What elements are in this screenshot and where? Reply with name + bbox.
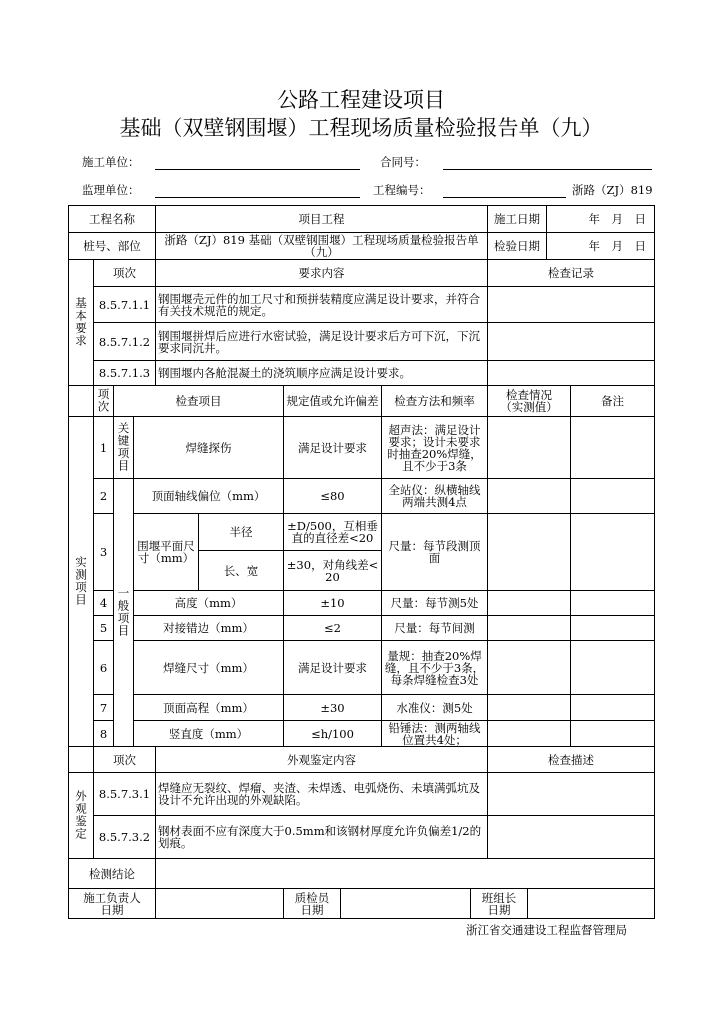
measured-result-cell: [488, 417, 571, 479]
measured-item-no: 1: [94, 417, 114, 479]
measured-remark-cell: [571, 695, 655, 721]
measured-item-method: 铅锤法：测两轴线位置共4处；: [382, 721, 488, 747]
measured-item-name: 焊缝尺寸（mm）: [134, 641, 284, 695]
table-row: [69, 616, 655, 641]
appearance-header-row: [69, 747, 655, 773]
project-no-label: 工程编号：: [373, 183, 431, 197]
general-items-label: 一般项目: [116, 586, 131, 637]
conclusion-cell: [156, 859, 655, 889]
measured-item-spec: 满足设计要求: [284, 417, 382, 479]
construction-lead-sign-cell: [156, 889, 284, 919]
table-row: [69, 721, 655, 747]
measured-item-method: 全站仪：纵横轴线两端共测4点: [382, 479, 488, 514]
measured-subitem-spec: ±D/500，互相垂直的直径差<20: [284, 514, 382, 551]
measured-remark-cell: [571, 721, 655, 747]
construction-unit-line: [155, 169, 360, 170]
inspector-label: 质检员 日期: [284, 889, 341, 919]
measured-section-label: 实测项目: [74, 555, 88, 606]
basic-col-item: 项次: [94, 260, 156, 287]
basic-col-content: 要求内容: [156, 260, 488, 287]
basic-item-content: 钢围堰壳元件的加工尺寸和预拼装精度应满足设计要求，并符合有关技术规范的规定。: [156, 287, 488, 323]
measured-result-cell: [488, 514, 571, 591]
measured-result-cell: [488, 591, 571, 616]
table-row: [69, 773, 655, 816]
table-row: [69, 479, 655, 514]
measured-item-name: 顶面高程（mm）: [134, 695, 284, 721]
team-leader-sign-cell: [528, 889, 655, 919]
table-row: [69, 361, 655, 386]
signature-row: [69, 889, 655, 919]
appearance-desc-cell: [488, 773, 655, 816]
measured-item-spec: ≤80: [284, 479, 382, 514]
basic-item-no: 8.5.7.1.1: [94, 287, 156, 323]
table-row: [69, 591, 655, 616]
contract-no-line: [443, 169, 652, 170]
appearance-section-label: 外观鉴定: [74, 789, 88, 840]
appearance-col-content: 外观鉴定内容: [156, 747, 488, 773]
construction-unit-label: 施工单位：: [82, 155, 140, 169]
measured-col-remark: 备注: [571, 386, 655, 417]
measured-item-no: 5: [94, 616, 114, 641]
project-name-value: 项目工程: [156, 206, 488, 233]
measured-section: [69, 417, 94, 747]
measured-item-name: 顶面轴线偏位（mm）: [134, 479, 284, 514]
conclusion-row: [69, 859, 655, 889]
measured-item-no: 8: [94, 721, 114, 747]
station-row: [69, 233, 655, 260]
measured-item-spec: ≤h/100: [284, 721, 382, 747]
measured-item-spec: 满足设计要求: [284, 641, 382, 695]
measured-remark-cell: [571, 479, 655, 514]
measured-remark-cell: [571, 641, 655, 695]
contract-no-label: 合同号：: [380, 155, 426, 169]
measured-col-item: 检查项目: [114, 386, 284, 417]
appearance-section: [69, 773, 94, 859]
construction-lead-label: 施工负责人 日期: [69, 889, 156, 919]
supervision-unit-line: [155, 197, 360, 198]
measured-col-method: 检查方法和频率: [382, 386, 488, 417]
measured-item-spec: ±30: [284, 695, 382, 721]
basic-record-cell: [488, 287, 655, 323]
measured-item-name: 围堰平面尺寸（mm）: [134, 514, 199, 591]
appearance-header-blank-cell: [69, 747, 94, 773]
project-no-value: 浙路（ZJ）819: [572, 183, 653, 197]
measured-subitem-name: 长、宽: [199, 551, 284, 591]
conclusion-label: 检测结论: [69, 859, 156, 889]
appearance-item-content: 焊缝应无裂纹、焊瘤、夹渣、未焊透、电弧烧伤、未填满弧坑及设计不允许出现的外观缺陷。: [156, 773, 488, 816]
table-row: [69, 514, 655, 551]
station-label: 桩号、部位: [69, 233, 156, 260]
measured-col-no-cell: [94, 386, 114, 417]
basic-record-cell: [488, 323, 655, 361]
project-no-line: [443, 197, 566, 198]
basic-item-no: 8.5.7.1.3: [94, 361, 156, 386]
construction-date-label: 施工日期: [488, 206, 547, 233]
appearance-item-content: 钢材表面不应有深度大于0.5mm和该钢材厚度允许负偏差1/2的划痕。: [156, 816, 488, 859]
project-name-row: [69, 206, 655, 233]
table-row: [69, 323, 655, 361]
measured-result-cell: [488, 721, 571, 747]
basic-record-cell: [488, 361, 655, 386]
basic-col-record: 检查记录: [488, 260, 655, 287]
basic-requirements-header-row: [69, 260, 655, 287]
issuing-agency: 浙江省交通建设工程监督管理局: [466, 923, 627, 937]
measured-item-name: 焊缝探伤: [134, 417, 284, 479]
appearance-item-no: 8.5.7.3.1: [94, 773, 156, 816]
station-value: 浙路（ZJ）819 基础（双壁钢围堰）工程现场质量检验报告单（九）: [156, 233, 488, 260]
basic-item-content: 钢围堰拼焊后应进行水密试验，满足设计要求后方可下沉，下沉要求同沉井。: [156, 323, 488, 361]
measured-item-method: 超声法：满足设计要求；设计未要求时抽查20%焊缝，且不少于3条: [382, 417, 488, 479]
measured-col-spec: 规定值或允许偏差: [284, 386, 382, 417]
measured-header-row: [69, 386, 655, 417]
measured-item-spec: ±10: [284, 591, 382, 616]
general-items-cell: [114, 479, 134, 747]
measured-item-method: 尺量：每节间测: [382, 616, 488, 641]
measured-item-name: 高度（mm）: [134, 591, 284, 616]
inspector-sign-cell: [341, 889, 471, 919]
measured-item-name: 对接错边（mm）: [134, 616, 284, 641]
inspection-date-value: 年 月 日: [547, 233, 655, 260]
measured-subitem-spec: ±30，对角线差<20: [284, 551, 382, 591]
measured-remark-cell: [571, 616, 655, 641]
measured-remark-cell: [571, 417, 655, 479]
appearance-col-item: 项次: [94, 747, 156, 773]
construction-date-value: 年 月 日: [547, 206, 655, 233]
measured-item-method: 尺量：每节段测顶面: [382, 514, 488, 591]
measured-header-blank-cell: [69, 386, 94, 417]
measured-item-method: 量规：抽查20%焊缝，且不少于3条，每条焊缝检查3处: [382, 641, 488, 695]
measured-item-name: 竖直度（mm）: [134, 721, 284, 747]
measured-result-cell: [488, 479, 571, 514]
document-title: 公路工程建设项目: [277, 88, 445, 112]
basic-item-content: 钢围堰内各舱混凝土的浇筑顺序应满足设计要求。: [156, 361, 488, 386]
measured-result-cell: [488, 616, 571, 641]
measured-item-no: 2: [94, 479, 114, 514]
measured-remark-cell: [571, 591, 655, 616]
table-row: [69, 641, 655, 695]
measured-result-cell: [488, 695, 571, 721]
measured-item-no: 4: [94, 591, 114, 616]
basic-item-no: 8.5.7.1.2: [94, 323, 156, 361]
table-row: [69, 287, 655, 323]
team-leader-label: 班组长 日期: [471, 889, 528, 919]
measured-item-method: 水准仪：测5处: [382, 695, 488, 721]
project-name-label: 工程名称: [69, 206, 156, 233]
inspection-form-table: [68, 205, 655, 919]
measured-col-no: 项次: [96, 387, 111, 413]
measured-item-no: 3: [94, 514, 114, 591]
basic-requirements-label: 基本要求: [74, 296, 88, 347]
key-items-cell: [114, 417, 134, 479]
measured-subitem-name: 半径: [199, 514, 284, 551]
appearance-col-desc: 检查描述: [488, 747, 655, 773]
measured-col-result: 检查情况 （实测值）: [488, 386, 571, 417]
basic-requirements-section: [69, 260, 94, 386]
table-row: [69, 816, 655, 859]
document-subtitle: 基础（双壁钢围堰）工程现场质量检验报告单（九）: [119, 116, 603, 140]
measured-result-cell: [488, 641, 571, 695]
measured-remark-cell: [571, 514, 655, 591]
measured-item-method: 尺量：每节测5处: [382, 591, 488, 616]
table-row: [69, 695, 655, 721]
measured-item-no: 6: [94, 641, 114, 695]
table-row: [69, 417, 655, 479]
appearance-desc-cell: [488, 816, 655, 859]
supervision-unit-label: 监理单位：: [82, 183, 140, 197]
measured-item-no: 7: [94, 695, 114, 721]
appearance-item-no: 8.5.7.3.2: [94, 816, 156, 859]
measured-item-spec: ≤2: [284, 616, 382, 641]
key-items-label: 关键项目: [116, 421, 131, 472]
inspection-date-label: 检验日期: [488, 233, 547, 260]
